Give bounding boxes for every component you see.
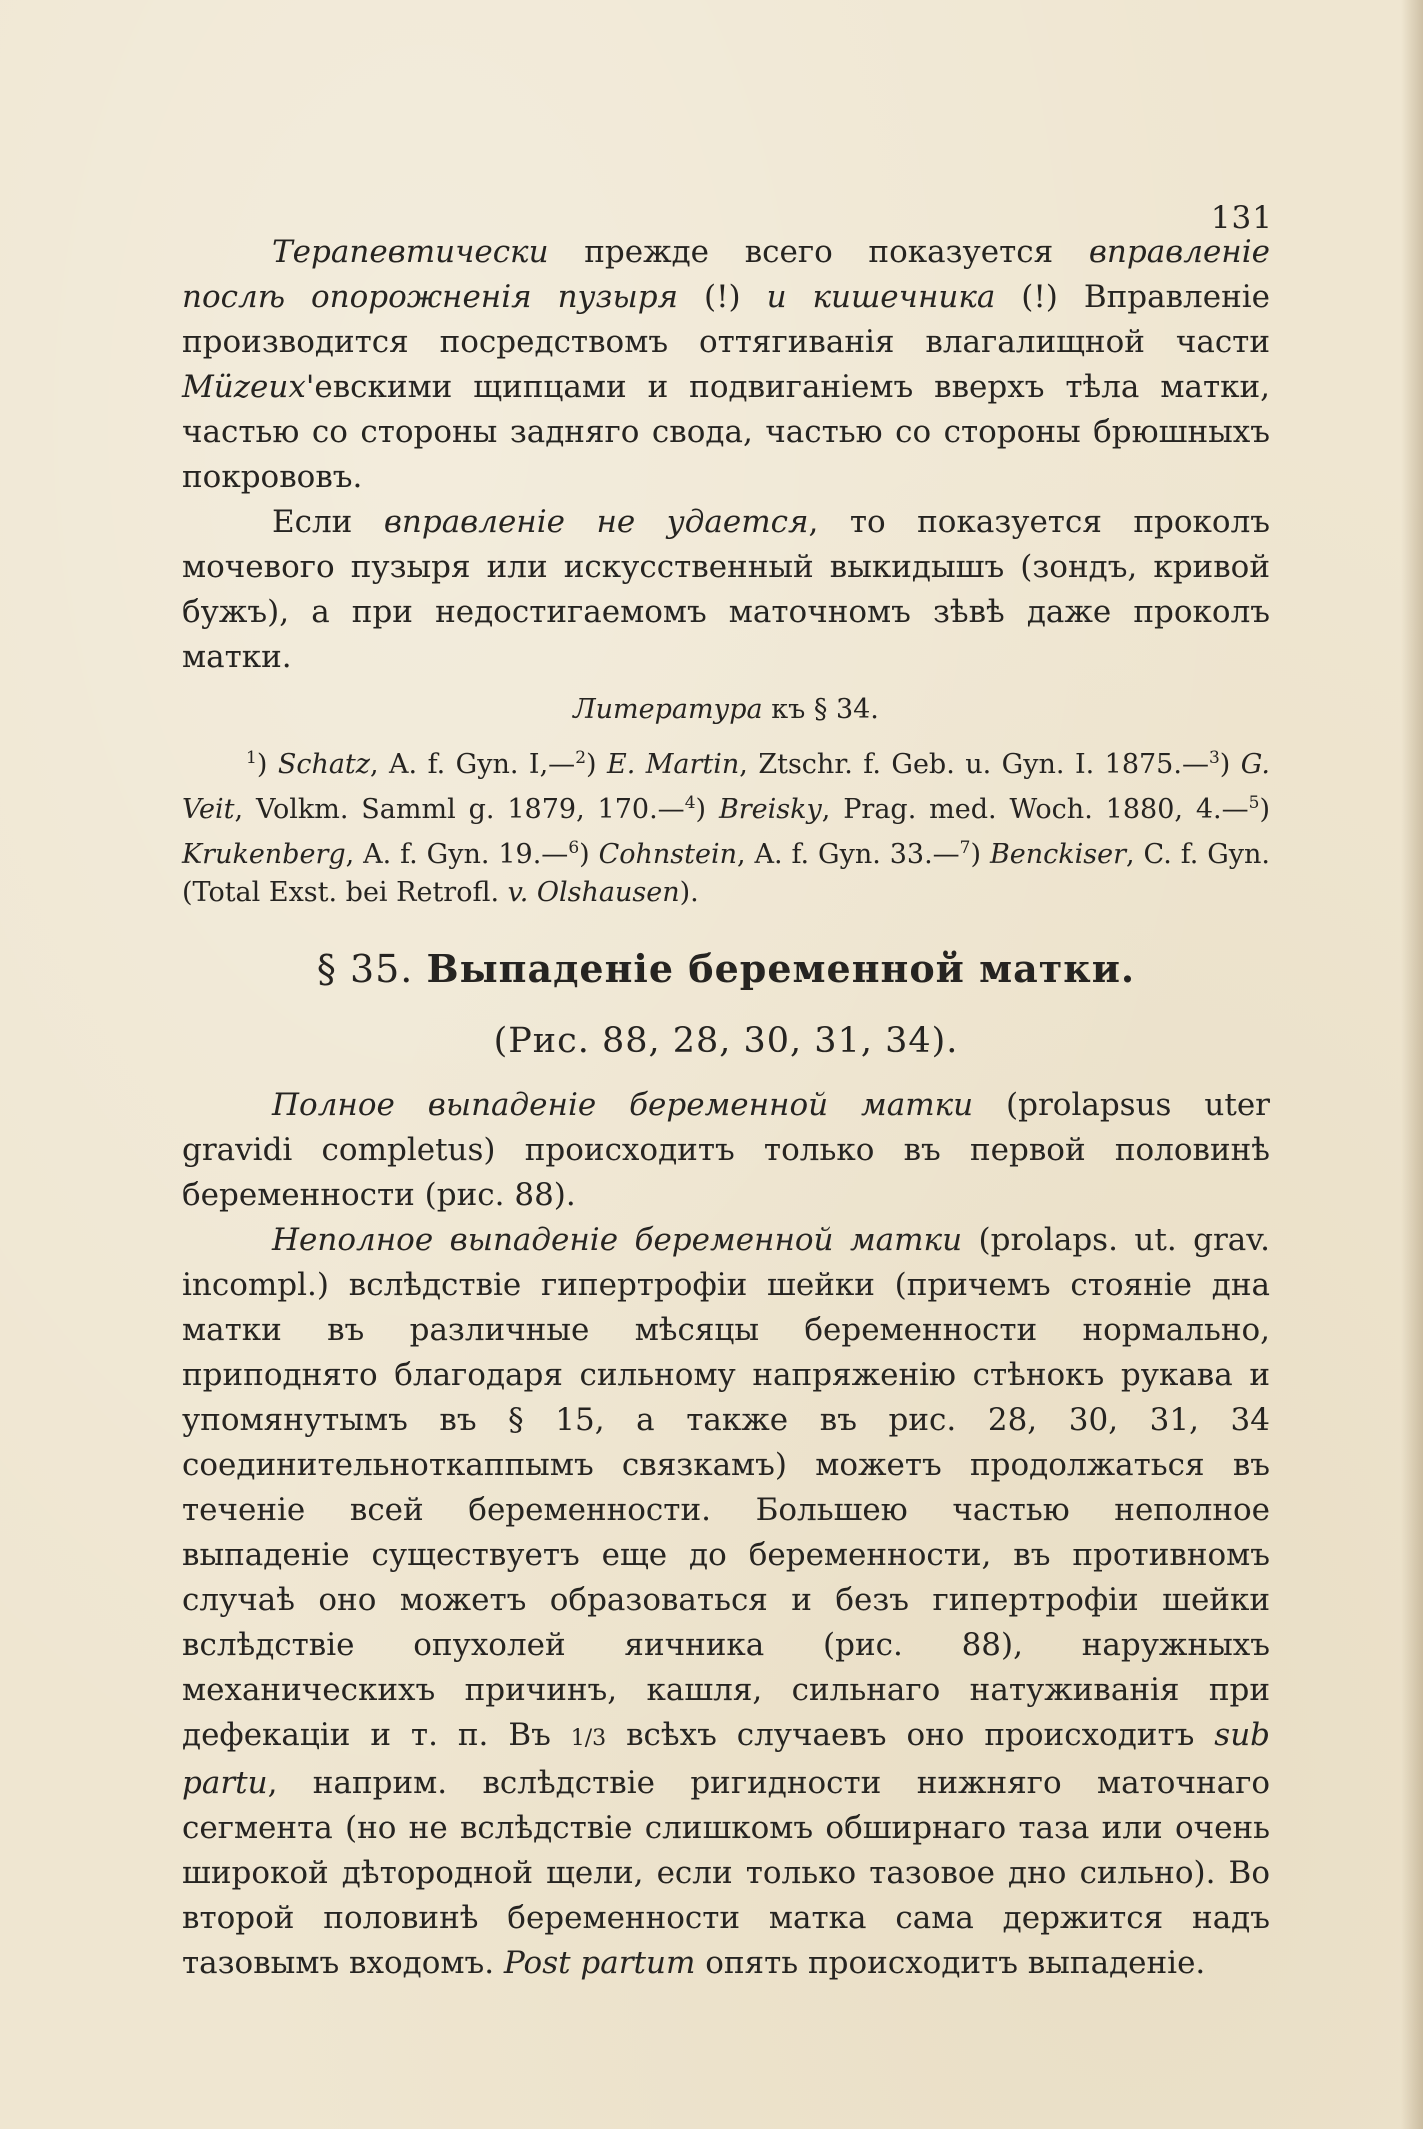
- ref-author: Breisky: [718, 794, 822, 825]
- ref-source: , A. f. Gyn. 19.—: [345, 839, 569, 870]
- text-run: Если: [272, 504, 384, 540]
- page-content: [182, 230, 1270, 1986]
- emphasis-therapeutically: Терапевтически: [272, 234, 549, 270]
- text-run: (prolapsus uter gravidi completus) происходитъ только въ первой половинѣ беременности (рис. 88).: [182, 1087, 1270, 1213]
- emphasis-reposition-fails: вправленіе не удается: [383, 504, 809, 540]
- emphasis-author-name: Müzeux: [182, 369, 306, 405]
- section-title: Выпаденіе беременной матки.: [426, 946, 1136, 991]
- ref-author: v. Olshausen: [507, 877, 680, 908]
- ref-source: ).: [679, 877, 699, 908]
- ref-number: 5: [1248, 793, 1260, 813]
- text-run: 'евскими щипцами и подвиганіемъ вверхъ тѣла матки, частью со стороны задняго свода, частью со стороны брюшныхъ покрововъ.: [182, 369, 1270, 495]
- ref-number: 1: [246, 748, 257, 768]
- literature-section-ref: къ § 34.: [762, 694, 879, 725]
- ref-number: 4: [684, 793, 696, 813]
- text-run: прежде всего показуется: [548, 234, 1089, 270]
- text-run: опять происходитъ выпаденіе.: [695, 1945, 1206, 1981]
- text-run: (!) Вправленіе производится посредствомъ оттягиванія влагалищной части: [182, 279, 1271, 360]
- literature-heading: [182, 694, 1270, 725]
- ref-author: Krukenberg: [182, 839, 346, 870]
- ref-source: , Ztschr. f. Geb. u. Gyn. I. 1875.—: [739, 749, 1209, 780]
- text-run: (prolaps. ut. grav. incompl.) вслѣдствіе гипертрофіи шейки (причемъ стояніе дна матки въ различные мѣсяцы беременности нормально, приподнято благодаря сильному напряженію стѣнокъ рукава и упомянутымъ въ § 15, а также въ рис. 28, 30, 31, 34 соединительноткаппымъ связкамъ) можетъ продолжаться въ теченіе всей беременности. Большею частью неполное выпаденіе существуетъ еще до беременности, въ противномъ случаѣ оно можетъ образоваться и безъ гипертрофіи шейки вслѣдствіе опухолей яичника (рис. 88), наружныхъ механическихъ причинъ, кашля, сильнаго натуживанія при дефекаціи и т. п. Въ: [182, 1222, 1270, 1753]
- paragraph-incomplete-prolapse: [182, 1218, 1270, 1986]
- section-number: § 35.: [316, 947, 427, 991]
- paragraph-therapy: [182, 230, 1270, 500]
- ref-number: 2: [575, 748, 587, 768]
- page-number: 131: [1210, 200, 1273, 236]
- references-list: $^1$) Schatz, A. f. Gyn. I,—$^2$) E. Martin, Ztschr. f. Geb. u. Gyn. I. 1875.—$^3$) G. Veit, Volkm. Samml g. 1879, 170.—$^4$) Breisky, Prag. med. Woch. 1880, 4.—$^5$) Krukenberg, A. f. Gyn. 19.—$^6$) Cohnstein, A. f. Gyn. 33.—$^7$) Benckiser, C. f. Gyn. (Total Exst. bei Retrofl. v. Olshausen).: [182, 748, 1271, 908]
- ref-number: 3: [1208, 748, 1220, 768]
- emphasis-sub-partu: sub partu: [182, 1717, 1270, 1801]
- fraction-one-third: 1/3: [570, 1726, 607, 1751]
- paragraph-complete-prolapse: [182, 1083, 1270, 1218]
- ref-author: Benckiser: [989, 839, 1127, 870]
- emphasis-complete-prolapse: Полное выпаденіе беременной матки: [272, 1087, 974, 1123]
- section-heading: [182, 946, 1270, 991]
- ref-author: E. Martin: [607, 749, 740, 780]
- paragraph-if-fails: [182, 500, 1270, 680]
- text-run: , наприм. вслѣдствіе ригидности нижняго маточнаго сегмента (но не вслѣдствіе слишкомъ обширнаго таза или очень широкой дѣтородной щели, если только тазовое дно сильно). Во второй половинѣ беременности матка сама держится надъ тазовымъ входомъ.: [182, 1765, 1270, 1981]
- literature-label: Литература: [573, 694, 763, 725]
- ref-author: Cohnstein: [598, 839, 737, 870]
- text-run: всѣхъ случаевъ оно происходитъ: [606, 1717, 1215, 1753]
- emphasis-incomplete-prolapse: Неполное выпаденіе беременной матки: [272, 1222, 963, 1258]
- figure-references: (Рис. 88, 28, 30, 31, 34).: [493, 1021, 959, 1061]
- ref-source: , A. f. Gyn. I,—: [370, 749, 576, 780]
- ref-source: , A. f. Gyn. 33.—: [737, 839, 960, 870]
- emphasis-reposition-after-emptying: вправленіе послѣ опорожненія пузыря: [182, 234, 1270, 315]
- emphasis-bowel: и кишечника: [766, 279, 996, 315]
- ref-source: , C. f. Gyn. (Total Exst. bei Retrofl.: [182, 839, 1271, 908]
- text-run: , то показуется проколъ мочевого пузыря или искусственный выкидышъ (зондъ, кривой бужъ), а при недостигаемомъ маточномъ зѣвѣ даже проколъ матки.: [182, 504, 1270, 675]
- text-run: (!): [678, 279, 767, 315]
- ref-source: , Volkm. Samml g. 1879, 170.—: [234, 794, 685, 825]
- ref-author: G. Veit: [182, 749, 1270, 825]
- ref-number: 6: [568, 838, 580, 858]
- emphasis-post-partum: Post partum: [503, 1945, 696, 1981]
- ref-source: , Prag. med. Woch. 1880, 4.—: [821, 794, 1249, 825]
- ref-number: 7: [959, 838, 971, 858]
- ref-author: Schatz: [277, 749, 371, 780]
- page-edge-shadow: [1401, 0, 1423, 2129]
